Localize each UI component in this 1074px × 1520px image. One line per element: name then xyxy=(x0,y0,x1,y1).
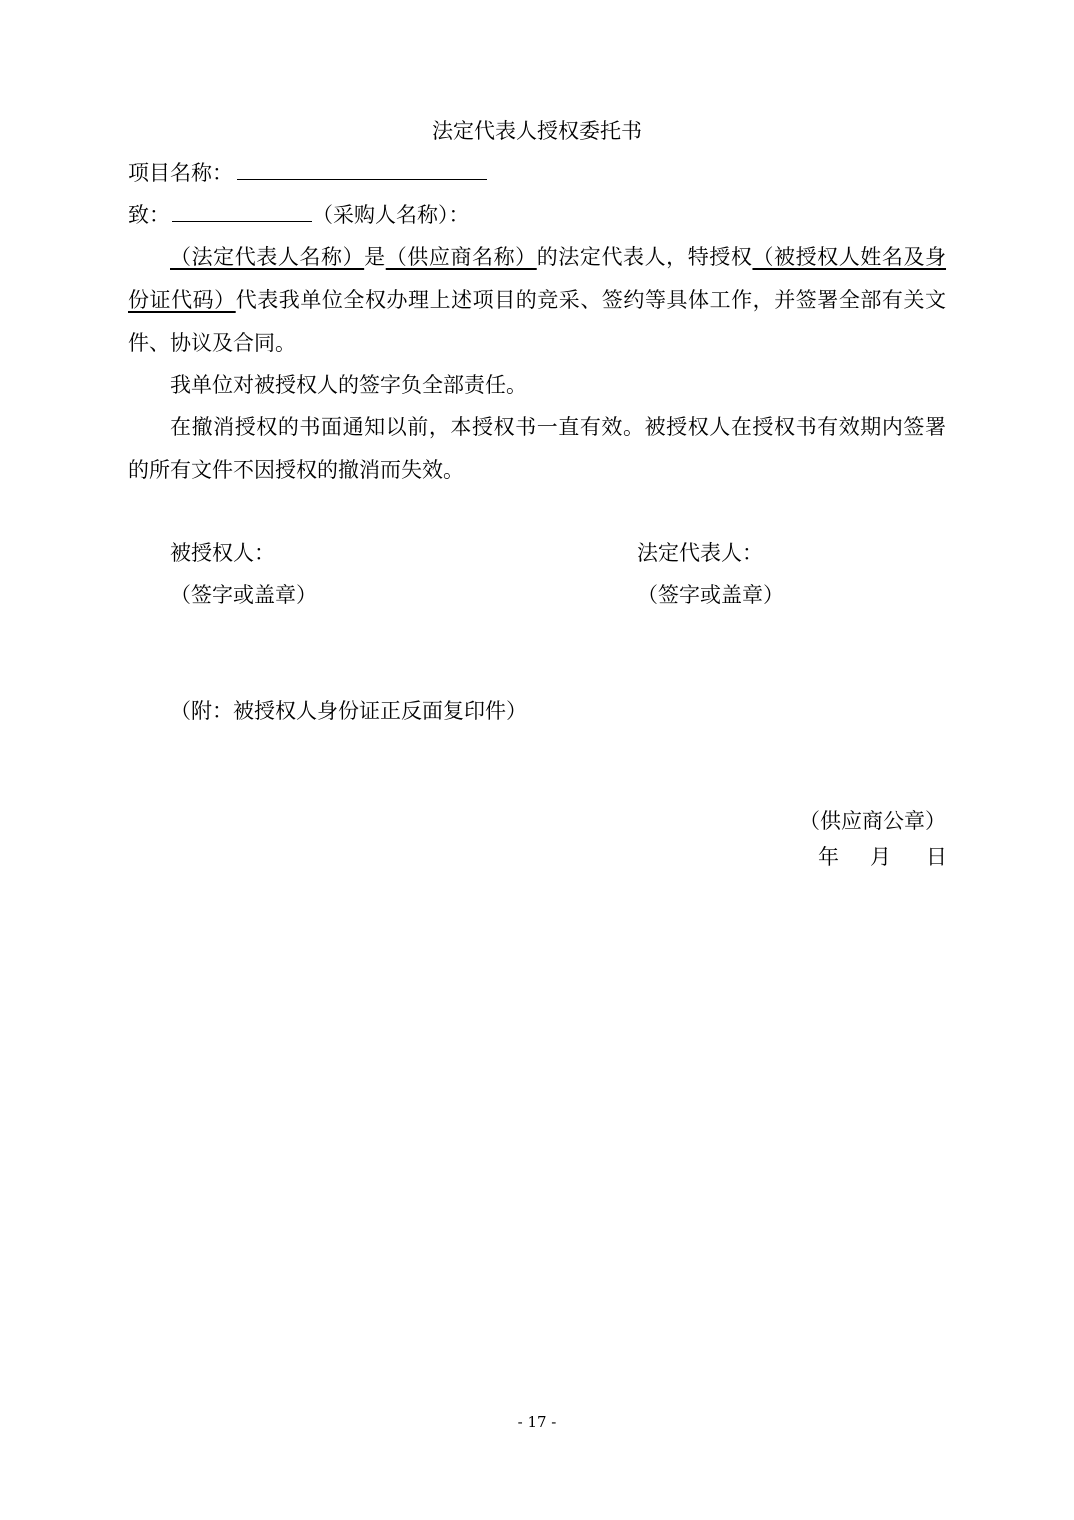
sign-hint-left: （签字或盖章） xyxy=(170,583,317,607)
text-is: 是 xyxy=(364,245,386,269)
legal-rep-name-field: （法定代表人名称） xyxy=(170,245,365,269)
page-number: - 17 - xyxy=(517,1413,557,1431)
text-mid: 的法定代表人，特授权 xyxy=(536,245,753,269)
addressee-line xyxy=(128,201,470,229)
project-name-label: 项目名称： xyxy=(128,161,233,185)
supplier-name-field: （供应商名称） xyxy=(385,245,537,269)
purchaser-name-blank[interactable] xyxy=(172,201,312,222)
addressee-label: 致： xyxy=(128,203,170,227)
date-year: 年 xyxy=(818,845,839,869)
sign-hint-right: （签字或盖章） xyxy=(637,583,784,607)
validity-paragraph: 在撤消授权的书面通知以前，本授权书一直有效。被授权人在授权书有效期内签署的所有文件不因授权的撤消而失效。 xyxy=(128,415,946,482)
responsibility-paragraph: 我单位对被授权人的签字负全部责任。 xyxy=(170,373,527,397)
date-line xyxy=(818,843,947,871)
date-month: 月 xyxy=(870,845,891,869)
legal-rep-label: 法定代表人： xyxy=(637,541,763,565)
project-name-line xyxy=(128,159,487,187)
purchaser-name-hint: （采购人名称）： xyxy=(312,203,470,227)
authorization-paragraph xyxy=(128,236,946,365)
date-day: 日 xyxy=(926,845,947,869)
text-rest: 代表我单位全权办理上述项目的竞采、签约等具体工作，并签署全部有关文件、协议及合同。 xyxy=(128,288,946,355)
project-name-blank[interactable] xyxy=(237,159,487,180)
attachment-note: （附：被授权人身份证正反面复印件） xyxy=(170,699,527,723)
authorized-person-label: 被授权人： xyxy=(170,541,275,565)
page-title: 法定代表人授权委托书 xyxy=(432,119,642,143)
supplier-seal: （供应商公章） xyxy=(799,809,946,833)
authorized-person-field: （被授权人姓名及身份证代码） xyxy=(128,245,947,312)
